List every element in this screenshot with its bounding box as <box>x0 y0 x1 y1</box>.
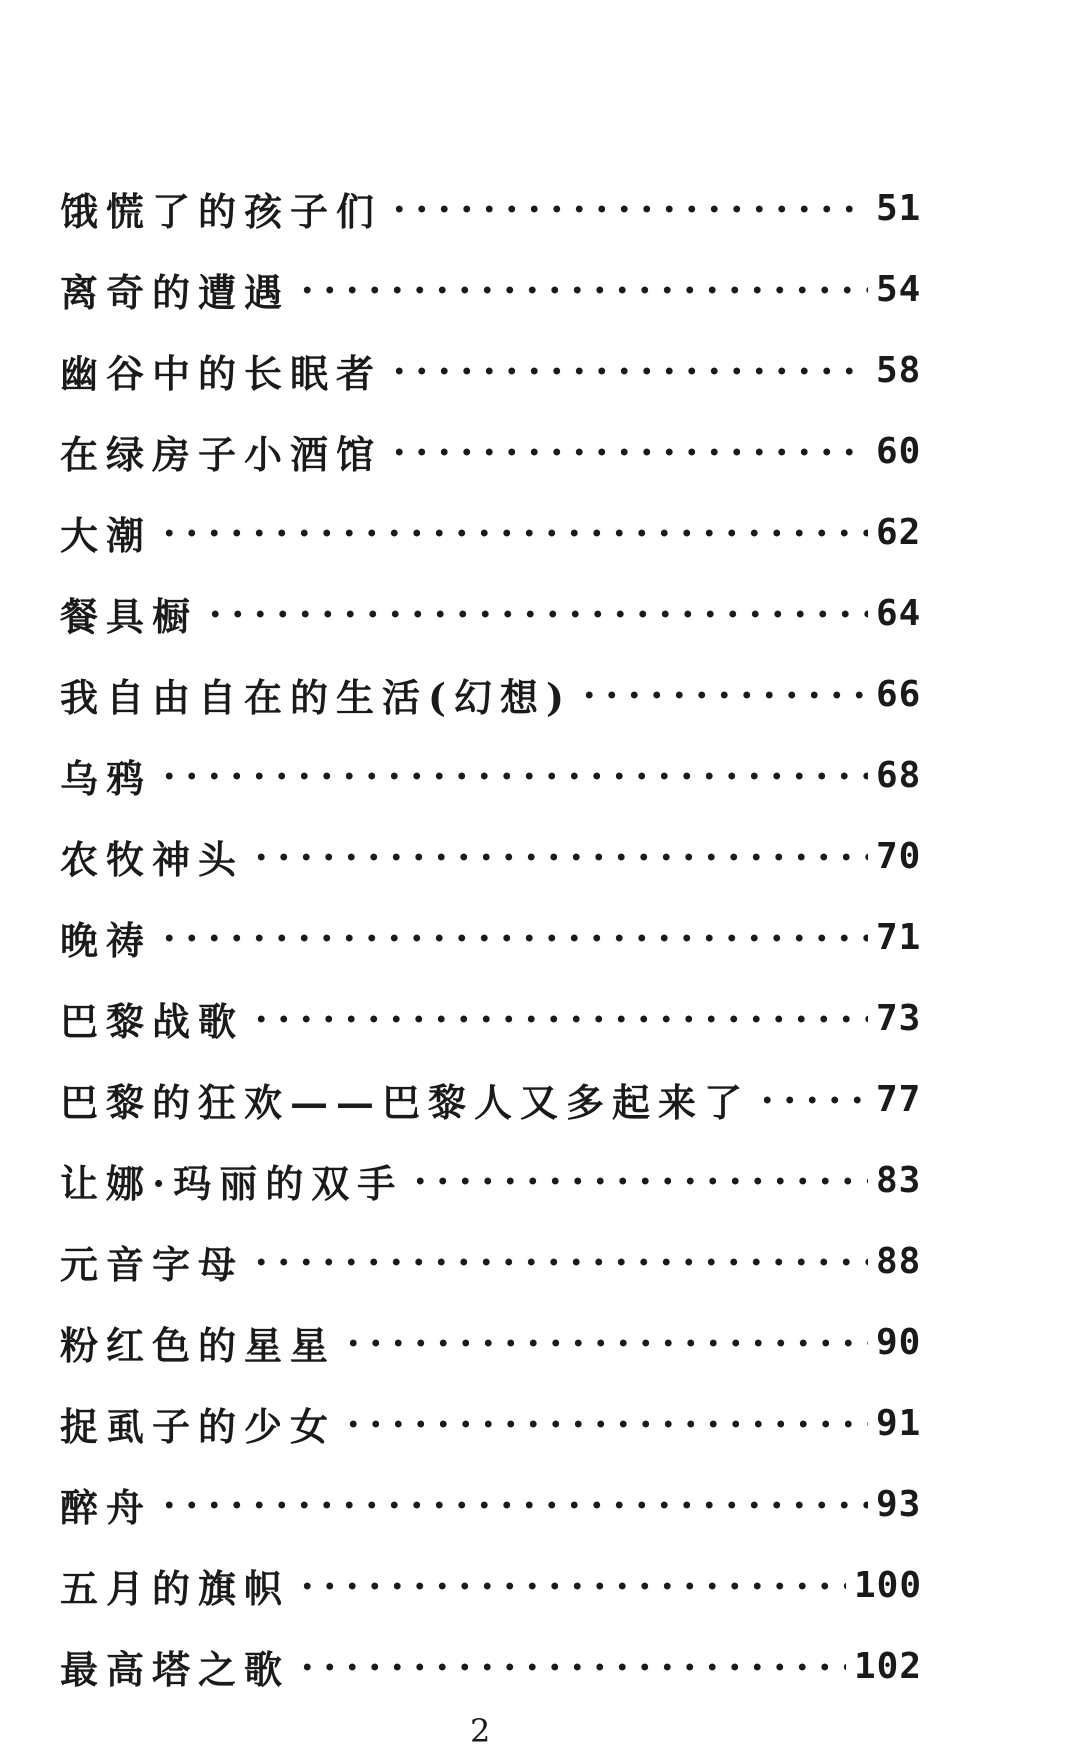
toc-entry-page: 58 <box>876 350 922 391</box>
toc-entry-page: 90 <box>876 1322 922 1363</box>
dot-leader <box>342 1405 868 1443</box>
toc-entry-page: 70 <box>876 836 922 877</box>
toc-entry-page: 83 <box>876 1160 922 1201</box>
toc-entry-title: 幽谷中的长眠者 <box>60 351 383 396</box>
dot-leader <box>342 1324 868 1362</box>
dot-leader <box>578 676 868 714</box>
toc-entry-title: 大潮 <box>60 513 153 558</box>
toc-entry <box>60 1059 920 1140</box>
toc-entry <box>60 978 920 1059</box>
toc-entry <box>60 330 920 411</box>
dot-leader <box>409 1162 868 1200</box>
toc-entry-page: 77 <box>876 1079 922 1120</box>
toc-entry-page: 91 <box>876 1403 922 1444</box>
dot-leader <box>204 595 868 633</box>
dot-leader <box>158 919 868 957</box>
toc-entry-page: 54 <box>876 269 922 310</box>
toc-entry-title: 在绿房子小酒馆 <box>60 432 383 477</box>
toc-entry <box>60 1140 920 1221</box>
toc-entry-title: 巴黎的狂欢——巴黎人又多起来了 <box>60 1080 751 1125</box>
toc-entry <box>60 654 920 735</box>
toc-entry-page: 66 <box>876 674 922 715</box>
toc-entry-title: 我自由自在的生活(幻想) <box>60 675 572 720</box>
toc-entry-title: 最高塔之歌 <box>60 1647 291 1692</box>
toc-entry-title: 晚祷 <box>60 918 153 963</box>
toc-entry-title: 巴黎战歌 <box>60 999 245 1044</box>
toc-entry <box>60 1626 923 1707</box>
toc-entry-title: 饿慌了的孩子们 <box>60 189 383 234</box>
toc-entry-title: 餐具橱 <box>60 594 199 639</box>
toc-entry-title: 让娜·玛丽的双手 <box>60 1161 404 1206</box>
toc-entry-page: 73 <box>876 998 922 1039</box>
toc-entry <box>60 897 920 978</box>
toc-entry <box>60 492 920 573</box>
dot-leader <box>388 433 868 471</box>
toc-entry-page: 51 <box>876 188 922 229</box>
dot-leader <box>250 838 868 876</box>
toc-entry-title: 农牧神头 <box>60 837 245 882</box>
toc-entry-title: 捉虱子的少女 <box>60 1404 337 1449</box>
dot-leader <box>388 352 868 390</box>
toc-entry-page: 93 <box>876 1484 922 1525</box>
dot-leader <box>388 190 868 228</box>
toc-entry-title: 五月的旗帜 <box>60 1566 291 1611</box>
dot-leader <box>158 1486 868 1524</box>
toc-entry-page: 102 <box>854 1646 923 1687</box>
table-of-contents <box>60 168 923 1707</box>
toc-entry <box>60 735 920 816</box>
toc-entry <box>60 168 920 249</box>
toc-entry <box>60 411 920 492</box>
toc-entry-title: 醉舟 <box>60 1485 153 1530</box>
toc-entry-page: 62 <box>876 512 922 553</box>
toc-entry-page: 100 <box>854 1565 923 1606</box>
dot-leader <box>250 1243 868 1281</box>
toc-entry <box>60 573 920 654</box>
toc-entry-page: 60 <box>876 431 922 472</box>
dot-leader <box>158 757 868 795</box>
toc-entry <box>60 1221 920 1302</box>
page-number: 2 <box>470 1712 491 1750</box>
toc-entry <box>60 1545 923 1626</box>
dot-leader <box>158 514 868 552</box>
toc-entry-title: 粉红色的星星 <box>60 1323 337 1368</box>
toc-entry <box>60 1302 920 1383</box>
toc-entry-title: 元音字母 <box>60 1242 245 1287</box>
toc-entry <box>60 1464 920 1545</box>
toc-entry <box>60 816 920 897</box>
toc-entry-page: 68 <box>876 755 922 796</box>
toc-entry <box>60 249 920 330</box>
toc-entry-title: 离奇的遭遇 <box>60 270 291 315</box>
toc-entry-page: 88 <box>876 1241 922 1282</box>
toc-entry <box>60 1383 920 1464</box>
toc-entry-page: 71 <box>876 917 922 958</box>
dot-leader <box>296 1567 846 1605</box>
dot-leader <box>296 271 868 309</box>
toc-entry-title: 乌鸦 <box>60 756 153 801</box>
dot-leader <box>296 1648 846 1686</box>
toc-entry-page: 64 <box>876 593 922 634</box>
dot-leader <box>756 1081 868 1119</box>
dot-leader <box>250 1000 868 1038</box>
